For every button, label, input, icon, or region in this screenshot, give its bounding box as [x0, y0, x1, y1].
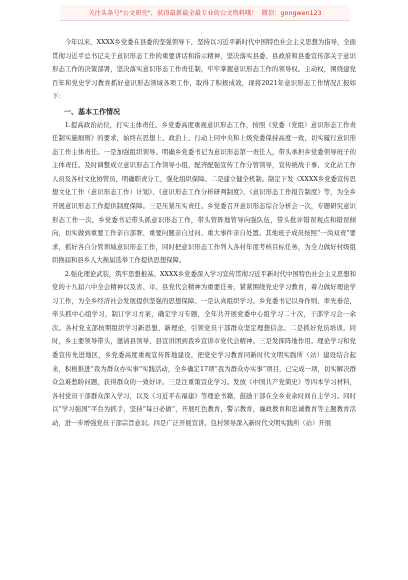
- body-paragraph-1: 1.提高政治站位，打实主体责任。乡党委高度重视意识形态工作，按照《党委（党组）意识形态工作责任制实施细则》的要求，始终在思想上、政治上、行动上同中央和上级党委保持高度一致，切实履行意识形态工作主体责任。一是加强组织领导。明确乡党委书记为意识形态第一责任人，带头承担乡党委领导班子的主体责任。及时调整成立意识形态工作领导小组，配齐配强宣传工作分管领导，宣传统战干事、文化站工作人员及各村文化协管员，明确职责分工，强化组织保障。二是建立健全机制。制定下发《XXXX乡党委宣传思想文化工作（意识形态工作）计划》、《意识形态工作分析研判制度》、《意识形态工作报告制度》等，为全乡开展意识形态工作提供制度保障。三是压紧压实责任。乡党委召开意识形态综合分析会一次，专题研究意识形态工作一次。乡党委书记带头抓意识形态工作，带头管阵地管导向强队伍，带头批评错误观点和错误倾向，切实做到重要工作亲自部署、重要问题亲自过问、重大事件亲自处置。其他班子成员按照“一岗双责”要求，抓好各自分管领域意识形态工作，同时把意识形态工作列入各村年度考核目标任务，为全力做好村级组织换届和县乡人大换届选举工作提供思想保障。: [52, 121, 356, 265]
- top-banner[interactable]: [60, 5, 350, 21]
- section-heading: 一、基本工作情况: [64, 107, 120, 116]
- intro-paragraph: 今年以来，XXXX乡党委在县委的坚强领导下，坚持以习近平新时代中国特色社会主义思想为指导，全面贯彻习近平总书记关于意识形态工作的重要讲话和指示精神，坚决落实县委、县政府和县委宣传部关于意识形态工作的决策部署，坚决落实意识形态工作责任制，牢牢掌握意识形态工作的领导权。主动权，围绕建党百年和党史学习教育抓好意识形态领域各项工作，取得了积极成效，现将2021年意识形态工作情况汇报如下：: [52, 39, 356, 101]
- document-body: [52, 36, 356, 430]
- body-paragraph-2: 2.强化理论武装，筑牢思想根基。XXXX乡党委深入学习宣传贯彻习近平新时代中国特色社会主义思想和党的十九届六中全会精神以及省、市、县党代会精神为重要任务，紧紧围绕党史学习教育，着力做好理论学习工作，为全乡经济社会发展提供坚强的思想保障。一是认真组织学习。乡党委书记以身作则、率先垂范，牵头抓中心组学习，制订学习方案，确定学习专题，全年共开展党委中心组学习二十次，干部学习会一余次。各村党支部按期组织学习新思想、新理论，引领党员干部群众坚定理想信念。二是抓好党员培训。同时，乡主要领导带头，邀请县领导、县宣讲团到我乡宣讲市党代会精神。三是发挥阵地作用。理论学习和党委宣传先进地区，乡党委高度重视宣传阵地建设，把党史学习教育同新时代文明实践所（站）建设结合起来，积极推进“我为群众办实事”实践活动，全乡确定17项“我为群众办实事”项目，已完成一项，切实解决群众急难愁盼问题，获得群众的一致好评。三是注重策宣化学习。发放《中国共产党简史》等四本学习材料，各村党员干部群众深入学习，以及《习近平在福建》等理论书籍，鼓励干部在全乡业余时间自主学习。同时以“学习强国”平台为抓手，坚持“每日必做”，开展红色教育，警示教育，廉政教育和忠诚教育等主题教育活动，进一步增强党员干部宗旨意识。四是广泛开展宣讲。包村领导深入新时代文明实践所（站）开展: [52, 270, 356, 427]
- banner-wechat-text: 微信：gongwen123: [261, 10, 322, 17]
- banner-promo-text: 关注头条号"公文研究"，获得最新最全最专业的公文资料哦！: [88, 10, 258, 17]
